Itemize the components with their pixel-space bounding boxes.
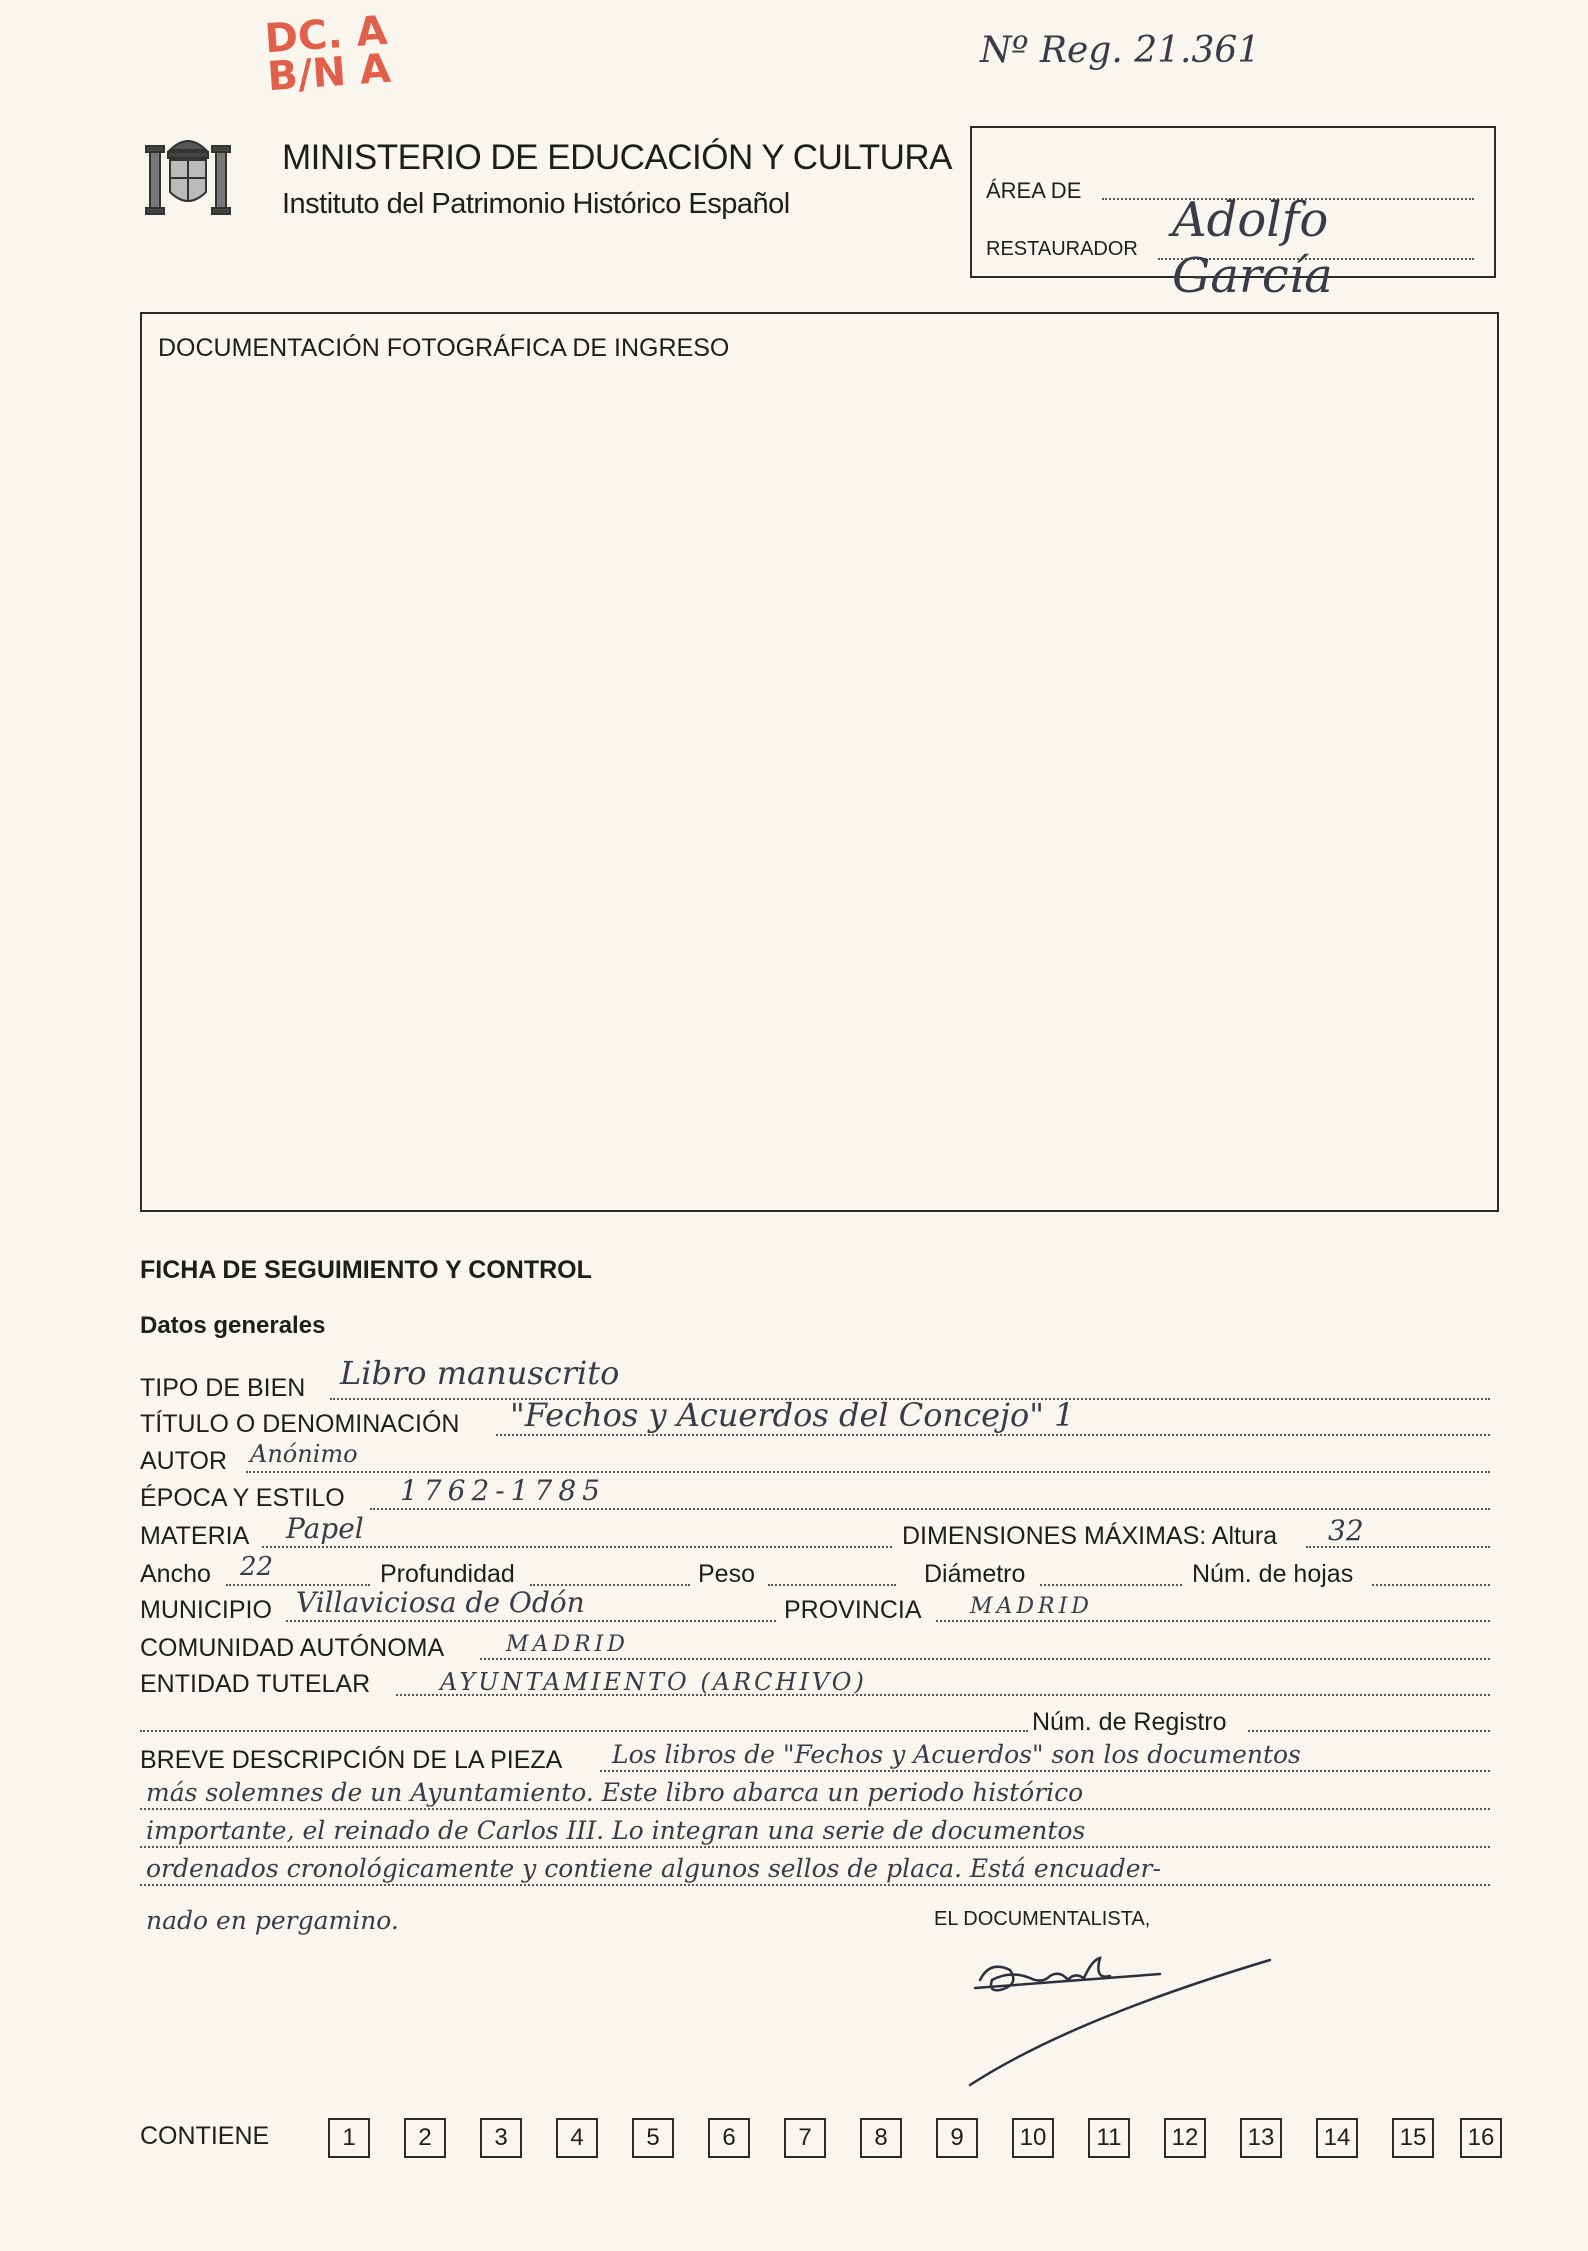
hojas-label: Núm. de hojas <box>1192 1560 1354 1588</box>
registro-left-line <box>140 1730 1028 1732</box>
ficha-title: FICHA DE SEGUIMIENTO Y CONTROL <box>140 1256 592 1284</box>
stamp-line-1: DC. A <box>263 7 389 63</box>
contiene-box-10[interactable]: 10 <box>1012 2118 1054 2158</box>
contiene-box-13[interactable]: 13 <box>1240 2118 1282 2158</box>
contiene-box-1[interactable]: 1 <box>328 2118 370 2158</box>
contiene-box-7[interactable]: 7 <box>784 2118 826 2158</box>
contiene-box-3[interactable]: 3 <box>480 2118 522 2158</box>
materia-value: Papel <box>286 1512 364 1545</box>
contiene-label: CONTIENE <box>140 2122 270 2150</box>
registration-number-handwritten: Nº Reg. 21.361 <box>980 30 1261 71</box>
entidad-label: ENTIDAD TUTELAR <box>140 1670 371 1698</box>
description-line-2: más solemnes de un Ayuntamiento. Este libro abarca un periodo histórico <box>146 1778 1084 1807</box>
ministry-name: MINISTERIO DE EDUCACIÓN Y CULTURA <box>282 138 952 177</box>
titulo-value: "Fechos y Acuerdos del Concejo" 1 <box>510 1396 1075 1434</box>
registro-line <box>1248 1730 1490 1732</box>
comunidad-line <box>480 1658 1490 1660</box>
contiene-box-5[interactable]: 5 <box>632 2118 674 2158</box>
contiene-box-6[interactable]: 6 <box>708 2118 750 2158</box>
diametro-line <box>1040 1584 1182 1586</box>
breve-line-2 <box>140 1808 1490 1810</box>
ficha-subtitle: Datos generales <box>140 1312 326 1339</box>
contiene-box-8[interactable]: 8 <box>860 2118 902 2158</box>
area-label: ÁREA DE <box>986 178 1082 203</box>
restaurador-value: Adolfo García <box>1172 192 1333 304</box>
titulo-line <box>496 1434 1490 1436</box>
photo-documentation-area <box>140 312 1499 1212</box>
autor-value: Anónimo <box>250 1440 358 1468</box>
municipio-label: MUNICIPIO <box>140 1596 272 1624</box>
stamp-line-2: B/N A <box>265 45 393 101</box>
description-line-3: importante, el reinado de Carlos III. Lo integran una serie de documentos <box>146 1816 1086 1845</box>
contiene-box-12[interactable]: 12 <box>1164 2118 1206 2158</box>
diametro-label: Diámetro <box>924 1560 1026 1588</box>
contiene-box-15[interactable]: 15 <box>1392 2118 1434 2158</box>
coat-of-arms-icon <box>140 128 236 224</box>
contiene-box-2[interactable]: 2 <box>404 2118 446 2158</box>
peso-label: Peso <box>698 1560 755 1588</box>
municipio-value: Villaviciosa de Odón <box>296 1586 585 1619</box>
description-line-4: ordenados cronológicamente y contiene algunos sellos de placa. Está encuader- <box>146 1854 1161 1883</box>
epoca-line <box>370 1508 1490 1510</box>
materia-label: MATERIA <box>140 1522 250 1550</box>
provincia-value: MADRID <box>970 1594 1093 1619</box>
provincia-line <box>936 1620 1490 1622</box>
documentalista-signature <box>950 1940 1290 2090</box>
altura-value: 32 <box>1328 1514 1364 1547</box>
photo-section-title: DOCUMENTACIÓN FOTOGRÁFICA DE INGRESO <box>158 334 730 362</box>
epoca-value: 1762-1785 <box>400 1474 606 1507</box>
documentalista-label: EL DOCUMENTALISTA, <box>934 1908 1151 1930</box>
tipo-value: Libro manuscrito <box>340 1354 620 1392</box>
breve-line-3 <box>140 1846 1490 1848</box>
comunidad-label: COMUNIDAD AUTÓNOMA <box>140 1634 445 1662</box>
contiene-box-16[interactable]: 16 <box>1460 2118 1502 2158</box>
materia-line <box>262 1546 892 1548</box>
provincia-label: PROVINCIA <box>784 1596 922 1624</box>
hojas-line <box>1372 1584 1490 1586</box>
autor-line <box>246 1471 1490 1473</box>
municipio-line <box>286 1620 776 1622</box>
contiene-box-14[interactable]: 14 <box>1316 2118 1358 2158</box>
description-line-5: nado en pergamino. <box>146 1906 399 1935</box>
tipo-label: TIPO DE BIEN <box>140 1374 306 1402</box>
contiene-box-11[interactable]: 11 <box>1088 2118 1130 2158</box>
titulo-label: TÍTULO O DENOMINACIÓN <box>140 1410 460 1438</box>
breve-line-4 <box>140 1884 1490 1886</box>
contiene-box-4[interactable]: 4 <box>556 2118 598 2158</box>
contiene-box-9[interactable]: 9 <box>936 2118 978 2158</box>
institute-name: Instituto del Patrimonio Histórico Español <box>282 188 790 220</box>
autor-label: AUTOR <box>140 1447 228 1475</box>
peso-line <box>768 1584 896 1586</box>
restaurador-label: RESTAURADOR <box>986 238 1138 260</box>
ancho-value: 22 <box>240 1552 274 1582</box>
profundidad-label: Profundidad <box>380 1560 515 1588</box>
breve-label: BREVE DESCRIPCIÓN DE LA PIEZA <box>140 1746 563 1774</box>
stamp <box>263 7 393 101</box>
breve-line-1 <box>600 1770 1490 1772</box>
description-line-1: Los libros de "Fechos y Acuerdos" son los documentos <box>612 1740 1301 1769</box>
area-restaurador-box <box>970 126 1496 304</box>
ancho-label: Ancho <box>140 1560 211 1588</box>
entidad-value: AYUNTAMIENTO (ARCHIVO) <box>440 1668 867 1696</box>
dimensiones-label: DIMENSIONES MÁXIMAS: Altura <box>902 1522 1278 1550</box>
comunidad-value: MADRID <box>506 1632 629 1657</box>
registro-label: Núm. de Registro <box>1032 1708 1227 1736</box>
epoca-label: ÉPOCA Y ESTILO <box>140 1484 345 1512</box>
